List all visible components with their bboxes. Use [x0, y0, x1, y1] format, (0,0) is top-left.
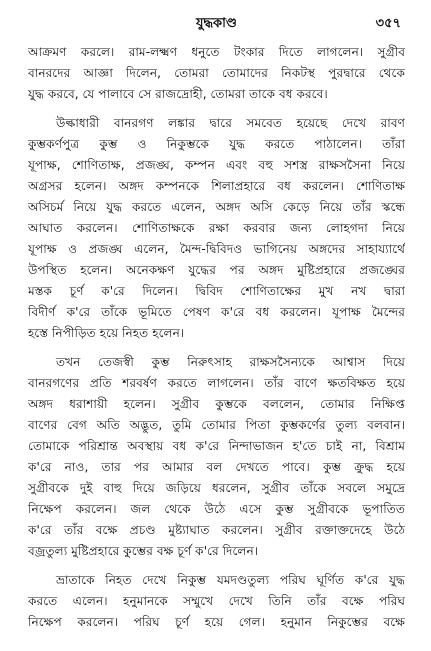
text-line: উল্কাধারী বানরগণ লঙ্কার দ্বারে সমবেত হয়েছে দেখে রাবণ: [56, 116, 405, 130]
text-line: নিক্ষেপ করলেন। জল থেকে উঠে এসে কুম্ভ সুগ্রীবকে ভূপাতিত: [28, 502, 405, 516]
chapter-title: যুদ্ধকাণ্ড: [196, 16, 237, 31]
text-line: কুম্ভকর্ণপুত্র কুম্ভ ও নিকুম্ভকে যুদ্ধ করতে পাঠালেন। তাঁরা: [28, 137, 405, 151]
text-line: করতে এলেন। হনুমানকে সম্মুখে দেখে তিনি তাঁর বক্ষে পরিঘ: [28, 594, 405, 608]
text-line: তোমাকে পরিশ্রান্ত অবস্থায় বধ ক'রে নিন্দাভাজন হ'তে চাই না, বিশ্রাম: [28, 439, 405, 453]
text-line: অগ্রসর হলেন। অঙ্গদ কম্পনকে শিলাপ্রহারে বধ করলেন। শোণিতাক্ষ: [28, 179, 405, 193]
text-line: ভ্রাতাকে নিহত দেখে নিকুম্ভ যমদণ্ডতুল্য পরিঘ ঘূর্ণিত ক'রে যুদ্ধ: [56, 573, 405, 587]
text-line: হস্তে নিপীড়িত হয়ে নিহত হলেন।: [28, 326, 185, 340]
text-line: বানরগণের প্রতি শরবর্ষণ করতে লাগলেন। তাঁর বাণে ক্ষতবিক্ষত হয়ে: [28, 376, 405, 390]
text-line: যূপাক্ষ ও প্রজঙ্ঘ এলেন, মৈন্দ-দ্বিবিদও ভাগিনেয় অঙ্গদের সাহায্যার্থে: [28, 242, 405, 256]
page-header: [28, 12, 405, 34]
text-line: আক্রমণ করলে। রাম-লক্ষ্মণ ধনুতে টংকার দিতে লাগলেন। সুগ্রীব: [28, 45, 405, 59]
text-line: উপস্থিত হলেন। অনেকক্ষণ যুদ্ধের পর অঙ্গদ মুষ্টিপ্রহারে প্রজঙ্ঘের: [28, 263, 405, 277]
body-text: [28, 42, 405, 633]
text-line: ক'রে তাঁর বক্ষে প্রচণ্ড মুষ্ট্যাঘাত করলেন। সুগ্রীব রক্তাক্তদেহে উঠে: [28, 523, 405, 537]
text-line: ক'রে নাও, তার পর আমার বল দেখতে পাবে। কুম্ভ ক্রুদ্ধ হয়ে: [28, 460, 405, 474]
text-line: তখন তেজস্বী কুম্ভ নিরুৎসাহ রাক্ষসসৈন্যকে আশ্বাস দিয়ে: [56, 355, 405, 369]
paragraph: [28, 570, 405, 633]
text-line: বজ্রতুল্য মুষ্টিপ্রহারে কুম্ভের বক্ষ চূর্ণ ক'রে দিলেন।: [28, 544, 259, 558]
paragraph: [28, 42, 405, 105]
text-line: যুদ্ধ করবে, যে পালাবে সে রাজদ্রোহী, তোমরা তাকে বধ করবে।: [28, 87, 328, 101]
text-line: বিদীর্ণ ক'রে তাঁকে ভূমিতে পেষণ ক'রে বধ করলেন। যূপাক্ষ মৈন্দের: [28, 305, 405, 319]
paragraph: [28, 352, 405, 562]
text-line: আঘাত করলেন। শোণিতাক্ষকে রক্ষা করবার জন্য লোহগদা নিয়ে: [28, 221, 405, 235]
text-line: অঙ্গদ ধরাশায়ী হলেন। সুগ্রীব কুম্ভকে বললেন, তোমার নিক্ষিপ্ত: [28, 397, 405, 411]
text-line: সুগ্রীবকে দুই বাহু দিয়ে জড়িয়ে ধরলেন, সুগ্রীব তাঁকে সবলে সমুদ্রে: [28, 481, 405, 495]
paragraph: [28, 113, 405, 344]
text-line: বাণের বেগ অতি অদ্ভুত, তুমি তোমার পিতা কুম্ভকর্ণের তুল্য বলবান।: [28, 418, 405, 432]
page-number: ৩৫৭: [375, 16, 401, 31]
text-line: অসিচর্ম নিয়ে যুদ্ধ করতে এলেন, অঙ্গদ অসি কেড়ে নিয়ে তাঁর স্কন্ধে: [28, 200, 405, 214]
text-line: যূপাক্ষ, শোণিতাক্ষ, প্রজঙ্ঘ, কম্পন এবং বহু সশস্ত্র রাক্ষসসৈনা নিয়ে: [28, 158, 405, 172]
text-line: নিক্ষেপ করলেন। পরিঘ চূর্ণ হয়ে গেল। হনুমান নিকুম্ভের বক্ষে: [28, 615, 405, 629]
text-line: মস্তক চূর্ণ ক'রে দিলেন। দ্বিবিদ শোণিতাক্ষের মুখ নখ দ্বারা: [28, 284, 405, 298]
text-line: বানরদের আজ্ঞা দিলেন, তোমরা তোমাদের নিকটস্থ পুরদ্বারে থেকে: [28, 66, 405, 80]
